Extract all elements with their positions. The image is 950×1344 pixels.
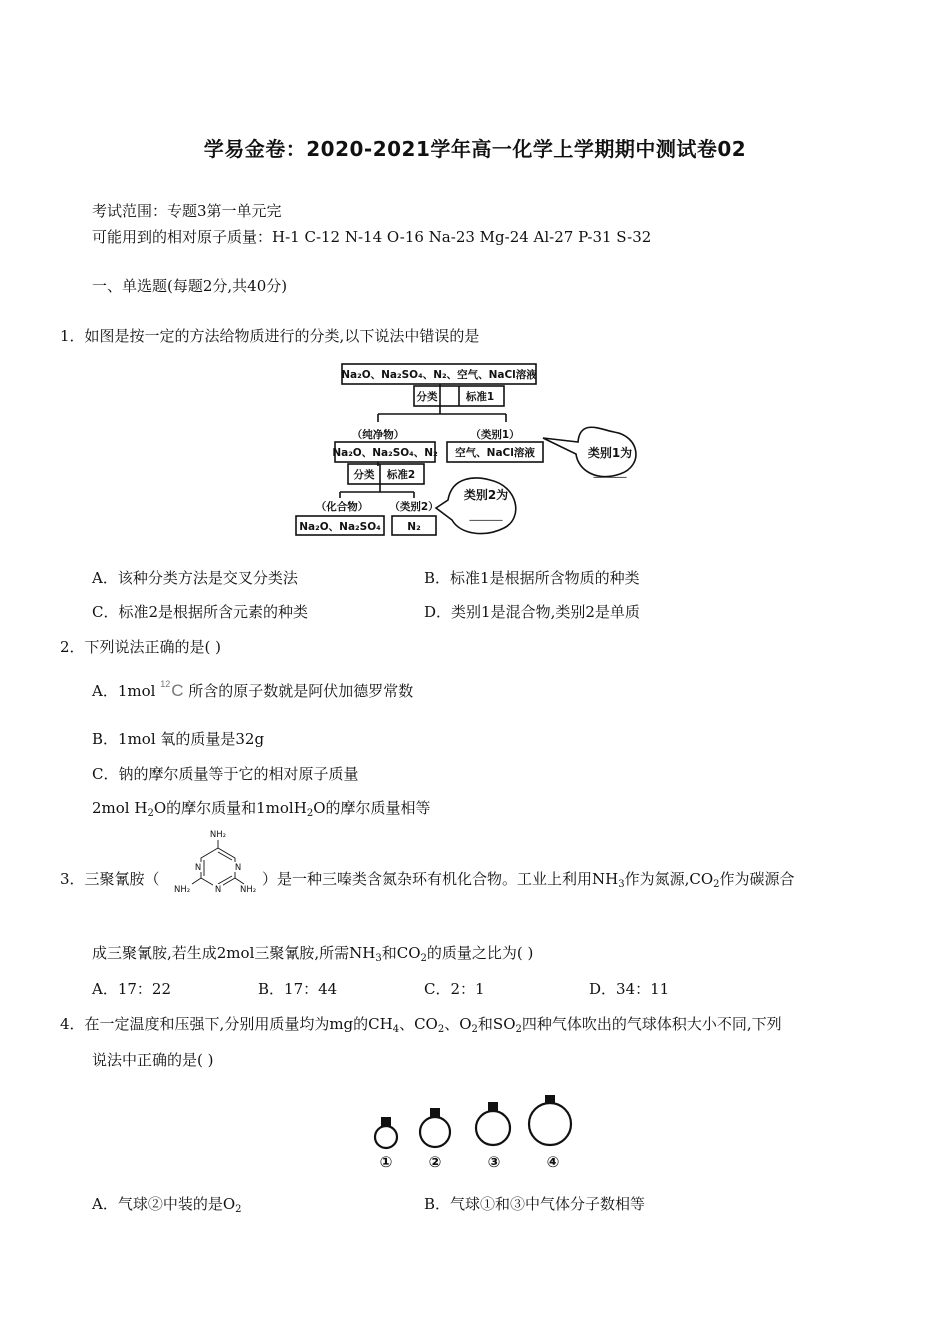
balloon-2	[420, 1117, 450, 1147]
classification-diagram	[290, 358, 670, 540]
exam-scope: 考试范围：专题3第一单元完	[92, 202, 282, 220]
melamine-structure	[160, 826, 270, 898]
ring-n-right: N	[234, 863, 242, 873]
balloon-1	[375, 1126, 397, 1148]
q4-option-a[interactable]: A．气球②中装的是$O_2$	[92, 1195, 242, 1215]
q2-option-c[interactable]: C．钠的摩尔质量等于它的相对原子质量	[92, 765, 359, 783]
diagram-pure-label: （纯净物）	[351, 429, 405, 441]
diagram-category1-label: （类别1）	[470, 429, 520, 441]
triazine-ring	[201, 848, 235, 888]
diagram-compound-text: Na₂O、Na₂SO₄	[299, 521, 381, 533]
diagram-category2-label: （类别2）	[389, 501, 439, 513]
q3-option-c[interactable]: C．2：1	[424, 980, 485, 998]
q1-option-c[interactable]: C．标准2是根据所含元素的种类	[92, 603, 309, 621]
question-1-stem: 1．如图是按一定的方法给物质进行的分类,以下说法中错误的是	[60, 327, 480, 345]
q1-option-a[interactable]: A．该种分类方法是交叉分类法	[92, 569, 298, 587]
diagram-standard1-text: 标准1	[465, 391, 495, 403]
diagram-classify1-text: 分类	[416, 391, 438, 403]
diagram-bubble1-text: 类别1为	[587, 446, 633, 460]
q2-option-a-suffix: 所含的原子数就是阿伏加德罗常数	[188, 682, 414, 700]
diagram-pure-text: Na₂O、Na₂SO₄、N₂	[332, 447, 438, 459]
q3-option-d[interactable]: D．34：11	[589, 980, 670, 998]
question-4-stem-line1: 4．在一定温度和压强下,分别用质量均为mg的$CH_4$、$CO_2$、$O_2$和$SO_2$四种气体吹出的气球体积大小不同,下列	[60, 1015, 782, 1035]
nh2-top: NH₂	[209, 830, 227, 840]
diagram-classify2-text: 分类	[353, 469, 375, 481]
q2-option-d[interactable]: 2mol $H_2O$的摩尔质量和1molH$_2$O的摩尔质量相等	[92, 799, 431, 819]
q1-option-d[interactable]: D．类别1是混合物,类别2是单质	[424, 603, 640, 621]
diagram-compound-label: （化合物）	[315, 501, 369, 513]
balloon-4-knot	[545, 1095, 555, 1104]
balloon-2-label: ②	[428, 1153, 442, 1171]
section-heading: 一、单选题(每题2分,共40分)	[92, 277, 288, 295]
balloon-1-knot	[381, 1117, 391, 1126]
diagram-bubble2-text: 类别2为	[463, 488, 509, 502]
q3-option-b[interactable]: B．17：44	[258, 980, 338, 998]
balloon-1-label: ①	[379, 1153, 393, 1171]
question-3-stem-prefix: 3．三聚氰胺（	[60, 870, 160, 888]
balloon-2-knot	[430, 1108, 440, 1117]
question-4-stem-line2: 说法中正确的是( )	[92, 1051, 214, 1069]
question-2-stem: 2．下列说法正确的是( )	[60, 638, 222, 656]
q2-option-a[interactable]	[92, 680, 413, 701]
q4-option-b[interactable]: B．气球①和③中气体分子数相等	[424, 1195, 646, 1213]
ring-n-bottom: N	[214, 885, 222, 895]
question-3-stem-line2: 成三聚氰胺,若生成2mol三聚氰胺,所需$NH_3$和$CO_2$的质量之比为( )	[92, 944, 534, 964]
diagram-bubble1-blank: ______	[593, 465, 627, 478]
question-3-stem-suffix: ）是一种三嗪类含氮杂环有机化合物。工业上利用$NH_3$作为氮源$,CO_2$作为碳源合	[262, 870, 795, 890]
balloon-3-knot	[488, 1102, 498, 1111]
balloon-4-label: ④	[546, 1153, 560, 1171]
diagram-top-text: Na₂O、Na₂SO₄、N₂、空气、NaCl溶液	[341, 369, 537, 381]
q2-option-b[interactable]: B．1mol 氧的质量是32g	[92, 730, 265, 748]
page-title: 学易金卷：2020-2021学年高一化学上学期期中测试卷02	[203, 137, 747, 161]
diagram-category1-text: 空气、NaCl溶液	[455, 447, 535, 459]
diagram-category2-text: N₂	[407, 521, 421, 533]
q1-option-b[interactable]: B．标准1是根据所含物质的种类	[424, 569, 640, 587]
balloon-3-label: ③	[487, 1153, 501, 1171]
atomic-masses: 可能用到的相对原子质量：H-1 C-12 N-14 O-16 Na-23 Mg-24 Al-27 P-31 S-32	[92, 228, 652, 246]
balloon-4	[529, 1103, 571, 1145]
ring-n-left: N	[194, 863, 202, 873]
nh2-left: NH₂	[174, 885, 191, 895]
diagram-bubble2-blank: ______	[469, 508, 503, 521]
diagram-bubble2	[436, 478, 516, 534]
q3-option-a[interactable]: A．17：22	[92, 980, 172, 998]
balloons-figure	[360, 1092, 590, 1174]
balloon-3	[476, 1111, 510, 1145]
nh2-right: NH₂	[240, 885, 257, 895]
diagram-standard2-text: 标准2	[386, 469, 416, 481]
carbon-12-isotope: $^{12}$C	[160, 679, 184, 700]
q2-option-a-prefix: A．1mol	[92, 682, 156, 700]
